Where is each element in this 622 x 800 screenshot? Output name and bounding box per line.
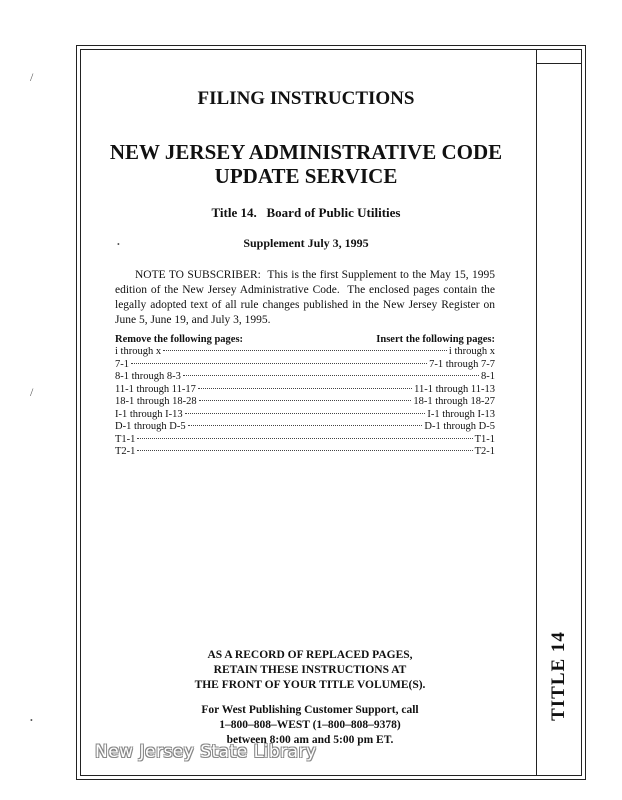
dot-mark: • [117, 240, 120, 249]
dot-mark: • [30, 716, 33, 725]
insert-pages: i through x [448, 346, 495, 357]
record-notice-line3: THE FRONT OF YOUR TITLE VOLUME(S). [194, 679, 426, 691]
tab-divider [536, 49, 537, 776]
code-title [86, 140, 526, 188]
support-hours: between 8:00 am and 5:00 pm ET. [226, 734, 394, 746]
remove-pages: T1-1 [115, 433, 136, 445]
insert-pages: 7-1 through 7-7 [429, 358, 495, 370]
table-row [115, 409, 495, 422]
dot-leader [183, 375, 479, 376]
table-row [115, 359, 495, 372]
insert-pages: I-1 through I-13 [427, 408, 495, 420]
title-tab-label: TITLE 14 [548, 631, 569, 721]
remove-pages: 7-1 [115, 358, 129, 370]
table-row [115, 446, 495, 459]
remove-pages: i through x [115, 346, 162, 357]
code-title-line1: NEW JERSEY ADMINISTRATIVE CODE [109, 140, 503, 164]
tab-rule [536, 63, 582, 64]
pages-table [115, 334, 495, 459]
dot-leader [131, 363, 427, 364]
insert-pages: T1-1 [474, 433, 495, 445]
table-row [115, 396, 495, 409]
remove-header: Remove the following pages: [115, 334, 244, 345]
insert-pages: D-1 through D-5 [424, 421, 495, 432]
insert-pages: 8-1 [481, 371, 495, 382]
margin-mark: / [30, 70, 34, 84]
pages-table-header [115, 334, 495, 345]
insert-header: Insert the following pages: [376, 334, 495, 345]
table-row [115, 371, 495, 384]
supplement-date: Supplement July 3, 1995 [243, 236, 369, 250]
title-line: Title 14. Board of Public Utilities [211, 205, 401, 220]
record-notice-line2: RETAIN THESE INSTRUCTIONS AT [213, 664, 407, 676]
remove-pages: 11-1 through 11-17 [115, 383, 196, 395]
dot-leader [137, 438, 472, 439]
library-watermark: New Jersey State Library [95, 742, 317, 762]
subscriber-note [115, 268, 498, 328]
remove-pages: I-1 through I-13 [115, 408, 183, 420]
remove-pages: T2-1 [115, 446, 136, 457]
page-title: FILING INSTRUCTIONS [197, 88, 415, 109]
support-notice-line1: For West Publishing Customer Support, call [201, 704, 419, 716]
subscriber-note-text: NOTE TO SUBSCRIBER: This is the first Supplement to the May 15, 1995 edition of the New Jersey Administrative Code. The enclosed pages contain the legally adopted text of all rule changes published in the New Jersey Register on June 5, June 19, and July 3, 1995. [115, 269, 498, 326]
record-notice-line1: AS A RECORD OF REPLACED PAGES, [207, 649, 413, 661]
dot-leader [185, 413, 426, 414]
insert-pages: T2-1 [474, 446, 495, 457]
table-row [115, 346, 495, 359]
insert-pages: 18-1 through 18-27 [413, 396, 495, 407]
remove-pages: 8-1 through 8-3 [115, 371, 181, 382]
margin-mark: / [30, 385, 34, 399]
insert-pages: 11-1 through 11-13 [414, 383, 495, 395]
dot-leader [163, 350, 447, 351]
code-title-line2: UPDATE SERVICE [214, 164, 398, 188]
dot-leader [198, 388, 412, 389]
remove-pages: D-1 through D-5 [115, 421, 186, 432]
support-phone: 1–800–808–WEST (1–800–808–9378) [219, 719, 401, 731]
dot-leader [188, 425, 423, 426]
table-row [115, 421, 495, 434]
dot-leader [137, 450, 472, 451]
table-row [115, 384, 495, 397]
table-row [115, 434, 495, 447]
dot-leader [199, 400, 412, 401]
remove-pages: 18-1 through 18-28 [115, 396, 197, 407]
record-notice [160, 648, 460, 693]
